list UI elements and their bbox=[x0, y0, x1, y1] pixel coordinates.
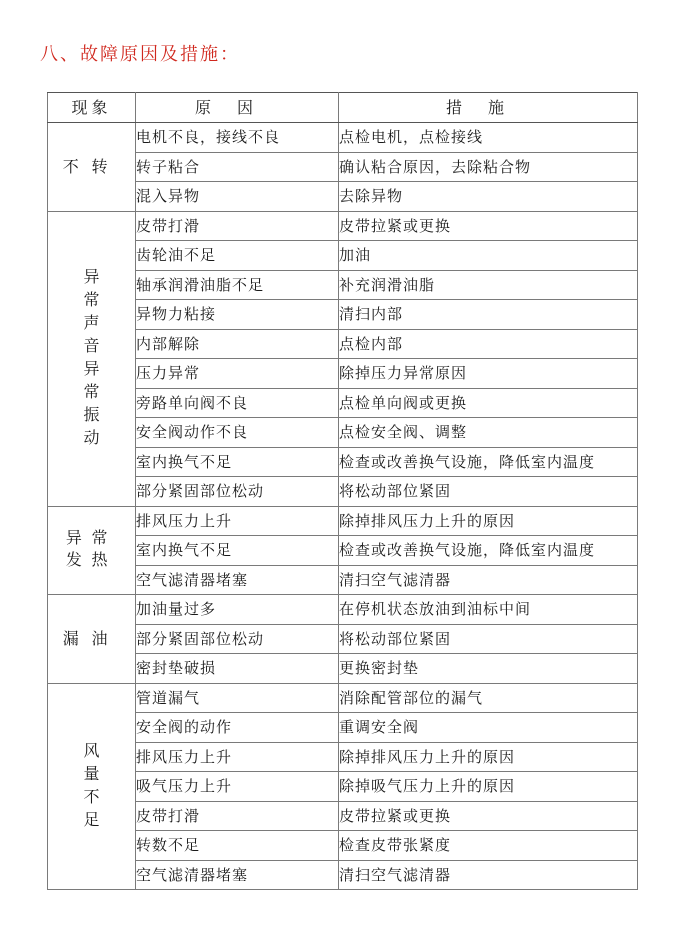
cause-cell: 排风压力上升 bbox=[136, 506, 339, 536]
cause-cell: 转子粘合 bbox=[136, 152, 339, 182]
table-header bbox=[48, 93, 638, 123]
phenomenon-cell bbox=[48, 683, 136, 890]
table-row bbox=[48, 683, 638, 713]
header-phenomenon: 现象 bbox=[48, 93, 136, 123]
measure-cell: 清扫空气滤清器 bbox=[339, 565, 638, 595]
measure-cell: 皮带拉紧或更换 bbox=[339, 211, 638, 241]
cause-cell: 空气滤清器堵塞 bbox=[136, 565, 339, 595]
measure-cell: 加油 bbox=[339, 241, 638, 271]
table-row bbox=[48, 329, 638, 359]
cause-cell: 转数不足 bbox=[136, 831, 339, 861]
measure-cell: 除掉排风压力上升的原因 bbox=[339, 506, 638, 536]
measure-cell: 除掉压力异常原因 bbox=[339, 359, 638, 389]
phenomenon-label: 不转 bbox=[62, 156, 121, 176]
measure-cell: 更换密封垫 bbox=[339, 654, 638, 684]
cause-cell: 室内换气不足 bbox=[136, 447, 339, 477]
table-row bbox=[48, 565, 638, 595]
header-measure: 措施 bbox=[339, 93, 638, 123]
measure-cell: 点检内部 bbox=[339, 329, 638, 359]
cause-cell: 电机不良，接线不良 bbox=[136, 123, 339, 153]
table-row bbox=[48, 595, 638, 625]
table-row bbox=[48, 772, 638, 802]
measure-cell: 补充润滑油脂 bbox=[339, 270, 638, 300]
table-row bbox=[48, 270, 638, 300]
table-row bbox=[48, 477, 638, 507]
table-row bbox=[48, 123, 638, 153]
table-row bbox=[48, 388, 638, 418]
cause-cell: 室内换气不足 bbox=[136, 536, 339, 566]
table-row bbox=[48, 447, 638, 477]
table-row bbox=[48, 742, 638, 772]
phenomenon-label: 漏油 bbox=[62, 628, 121, 648]
table-row bbox=[48, 624, 638, 654]
measure-cell: 点检安全阀、调整 bbox=[339, 418, 638, 448]
fault-table bbox=[47, 92, 638, 890]
measure-cell: 检查皮带张紧度 bbox=[339, 831, 638, 861]
measure-cell: 消除配管部位的漏气 bbox=[339, 683, 638, 713]
measure-cell: 点检电机，点检接线 bbox=[339, 123, 638, 153]
measure-cell: 清扫内部 bbox=[339, 300, 638, 330]
table-row bbox=[48, 831, 638, 861]
cause-cell: 加油量过多 bbox=[136, 595, 339, 625]
cause-cell: 异物力粘接 bbox=[136, 300, 339, 330]
measure-cell: 将松动部位紧固 bbox=[339, 477, 638, 507]
table-row bbox=[48, 182, 638, 212]
measure-cell: 去除异物 bbox=[339, 182, 638, 212]
measure-cell: 将松动部位紧固 bbox=[339, 624, 638, 654]
cause-cell: 空气滤清器堵塞 bbox=[136, 860, 339, 890]
table-row bbox=[48, 152, 638, 182]
cause-cell: 管道漏气 bbox=[136, 683, 339, 713]
measure-cell: 除掉吸气压力上升的原因 bbox=[339, 772, 638, 802]
cause-cell: 内部解除 bbox=[136, 329, 339, 359]
phenomenon-cell bbox=[48, 123, 136, 212]
cause-cell: 吸气压力上升 bbox=[136, 772, 339, 802]
phenomenon-label: 异常声音异常振动 bbox=[83, 267, 100, 447]
cause-cell: 混入异物 bbox=[136, 182, 339, 212]
measure-cell: 点检单向阀或更换 bbox=[339, 388, 638, 418]
measure-cell: 检查或改善换气设施，降低室内温度 bbox=[339, 447, 638, 477]
table-row bbox=[48, 654, 638, 684]
section-title: 八、故障原因及措施： bbox=[40, 44, 240, 65]
measure-cell: 皮带拉紧或更换 bbox=[339, 801, 638, 831]
cause-cell: 压力异常 bbox=[136, 359, 339, 389]
cause-cell: 部分紧固部位松动 bbox=[136, 477, 339, 507]
cause-cell: 皮带打滑 bbox=[136, 211, 339, 241]
phenomenon-cell bbox=[48, 506, 136, 595]
measure-cell: 清扫空气滤清器 bbox=[339, 860, 638, 890]
measure-cell: 除掉排风压力上升的原因 bbox=[339, 742, 638, 772]
cause-cell: 皮带打滑 bbox=[136, 801, 339, 831]
measure-cell: 检查或改善换气设施，降低室内温度 bbox=[339, 536, 638, 566]
cause-cell: 齿轮油不足 bbox=[136, 241, 339, 271]
measure-cell: 在停机状态放油到油标中间 bbox=[339, 595, 638, 625]
table-row bbox=[48, 300, 638, 330]
measure-cell: 确认粘合原因，去除粘合物 bbox=[339, 152, 638, 182]
table-row bbox=[48, 418, 638, 448]
cause-cell: 安全阀动作不良 bbox=[136, 418, 339, 448]
table-row bbox=[48, 536, 638, 566]
cause-cell: 安全阀的动作 bbox=[136, 713, 339, 743]
cause-cell: 密封垫破损 bbox=[136, 654, 339, 684]
header-cause: 原因 bbox=[136, 93, 339, 123]
table-body bbox=[48, 123, 638, 890]
measure-cell: 重调安全阀 bbox=[339, 713, 638, 743]
table-row bbox=[48, 211, 638, 241]
cause-cell: 部分紧固部位松动 bbox=[136, 624, 339, 654]
header-row bbox=[48, 93, 638, 123]
cause-cell: 排风压力上升 bbox=[136, 742, 339, 772]
table-row bbox=[48, 359, 638, 389]
phenomenon-label: 风量不足 bbox=[83, 740, 100, 829]
table-row bbox=[48, 506, 638, 536]
table-row bbox=[48, 713, 638, 743]
cause-cell: 旁路单向阀不良 bbox=[136, 388, 339, 418]
table-row bbox=[48, 801, 638, 831]
table-row bbox=[48, 860, 638, 890]
phenomenon-label: 异常发热 bbox=[65, 527, 118, 569]
table-row bbox=[48, 241, 638, 271]
phenomenon-cell bbox=[48, 595, 136, 684]
phenomenon-cell bbox=[48, 211, 136, 506]
cause-cell: 轴承润滑油脂不足 bbox=[136, 270, 339, 300]
